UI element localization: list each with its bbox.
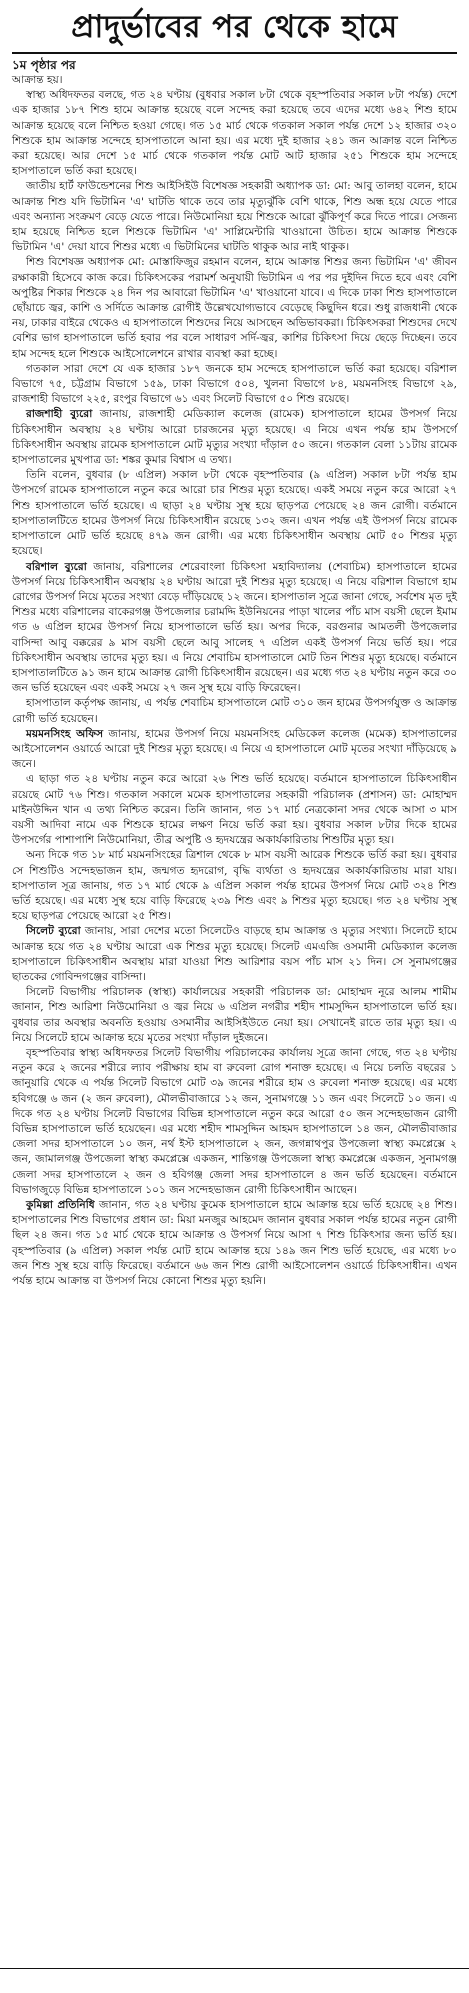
article-paragraph-rajshahi: রাজশাহী ব্যুরো জানায়, রাজশাহী মেডিক্যাল কলেজ (রামেক) হাসপাতালে হামের উপসর্গ নিয়ে চিকিৎসাধীন অবস্থায় ২৪ ঘণ্টায় আরো চারজনের মৃত্যু হয়েছে। এ নিয়ে এখন পর্যন্ত হাম উপসর্গে চিকিৎসাধীন অবস্থায় রামেক হাসপাতালে মোট মৃত্যুর সংখ্যা দাঁড়াল ৫০ জনে। গতকাল বেলা ১১টায় রামেক হাসপাতালের মুখপাত্র ডা: শঙ্কর কুমার বিশ্বাস এ তথ্য। [12,408,457,467]
article-paragraph-sylhet: সিলেট ব্যুরো জানায়, সারা দেশের মতো সিলেটেও বাড়ছে হাম আক্রান্ত ও মৃত্যুর সংখ্যা। সিলেটে হামে আক্রান্ত হয়ে গত ২৪ ঘণ্টায় আরো এক শিশুর মৃত্যু হয়েছে। সিলেট এমএজি ওসমানী মেডিক্যাল কলেজ হাসপাতালে চিকিৎসাধীন অবস্থায় মারা যাওয়া শিশু আরিশার বয়স পাঁচ মাস ২১ দিন। সে সুনামগঞ্জের ছাতকের গোবিন্দগঞ্জের বাসিন্দা। [12,925,457,983]
article-paragraph: গতকাল সারা দেশে যে এক হাজার ১৮৭ জনকে হাম সন্দেহে হাসপাতালে ভর্তি করা হয়েছে। বরিশাল বিভাগে ৭৫, চট্টগ্রাম বিভাগে ১৫৯, ঢাকা বিভাগে ৫০৪, খুলনা বিভাগে ৮৪, ময়মনসিংহ বিভাগে ২৯, রাজশাহী বিভাগে ২২৫, রংপুর বিভাগে ৬১ এবং সিলেট বিভাগে ৫০ শিশু রয়েছে। [12,362,457,406]
article-paragraph: হাসপাতাল কর্তৃপক্ষ জানায়, এ পর্যন্ত শেবাচিম হাসপাতালে মোট ৩১০ জন হামের উপসর্গযুক্ত ও আক্রান্ত রোগী ভর্তি হয়েছেন। [12,697,457,725]
headline-divider [12,52,457,54]
article-paragraph-cumilla: কুমিল্লা প্রতিনিধি জানান, গত ২৪ ঘণ্টায় কুমেক হাসপাতালে হামে আক্রান্ত হয়ে ভর্তি হয়েছে ২৪ শিশু। হাসপাতালের শিশু বিভাগের প্রধান ডা: মিয়া মনজুর আহমেদ জানান বুধবার সকাল পর্যন্ত হামের নতুন রোগী ছিল ২৪ জন। গত ১৫ মার্চ থেকে হামে আক্রান্ত ও উপসর্গ নিয়ে আসা ৭ শিশু চিকিৎসার জন্য ভর্তি হয়। বৃহস্পতিবার (৯ এপ্রিল) সকাল পর্যন্ত মোট হামে আক্রান্ত হয়ে ১৪৯ জন শিশু ভর্তি হয়েছে, এর মধ্যে ৮০ জন শিশু সুস্থ হয়ে বাড়ি ফিরেছে। বর্তমানে ৬৬ জন শিশু রোগী আইসোলেশন ওয়ার্ডে চিকিৎসাধীন। এখন পর্যন্ত হামে আক্রান্ত বা উপসর্গ নিয়ে কোনো শিশুর মৃত্যু হয়নি। [12,1199,457,1288]
article-paragraph: আক্রান্ত হয়। [12,74,63,86]
page-headline: প্রাদুর্ভাবের পর থেকে হামে [71,9,398,45]
article-paragraph: তিনি বলেন, বুধবার (৮ এপ্রিল) সকাল ৮টা থেকে বৃহস্পতিবার (৯ এপ্রিল) সকাল ৮টা পর্যন্ত হাম উপসর্গে রামেক হাসপাতালে নতুন করে আরো চার শিশুর মৃত্যু হয়েছে। একই সময়ে নতুন করে আরো ২৭ শিশু হাসপাতালে ভর্তি হয়েছে। এ ছাড়া ২৪ ঘণ্টায় সুস্থ হয়ে ছাড়পত্র পেয়েছে ২৪ জন রোগী। বর্তমানে হাসপাতালটিতে হামের উপসর্গ নিয়ে চিকিৎসাধীন রয়েছে ১৩২ জন। এখন পর্যন্ত এই উপসর্গ নিয়ে রামেক হাসপাতালে মোট ভর্তি হয়েছে ৪৭৯ জন রোগী। এর মধ্যে চিকিৎসাধীন অবস্থায় মোট ৫০ শিশুর মৃত্যু হয়েছে। [12,469,457,558]
bureau-label: কুমিল্লা প্রতিনিধি [26,1199,95,1212]
article-body [12,73,457,1289]
article-paragraph: এ ছাড়া গত ২৪ ঘণ্টায় নতুন করে আরো ২৬ শিশু ভর্তি হয়েছে। বর্তমানে হাসপাতালে চিকিৎসাধীন রয়েছে মোট ৭৬ শিশু। গতকাল সকালে মমেক হাসপাতালের সহকারী পরিচালক (প্রশাসন) ডা: মোহাম্মদ মাইনউদ্দিন খান এ তথ্য নিশ্চিত করেন। তিনি জানান, গত ১৭ মার্চ নেত্রকোনা সদর থেকে আসা ৩ মাস বয়সী আদিবা নামে এক শিশুকে হামের লক্ষণ নিয়ে ভর্তি করা হয়। বুধবার সকাল ৮টার দিকে হামের উপসর্গের পাশাপাশি নিউমোনিয়া, তীব্র অপুষ্টি ও হৃদযন্ত্রের অকার্যকারিতায় শিশুটির মৃত্যু হয়। [12,773,457,847]
article-paragraph: বৃহস্পতিবার স্বাস্থ্য অধিদফতর সিলেট বিভাগীয় পরিচালকের কার্যালয় সূত্রে জানা গেছে, গত ২৪ ঘণ্টায় নতুন করে ২ জনের শরীরে ল্যাব পরীক্ষায় হাম বা রুবেলা রোগ শনাক্ত হয়েছে। এ নিয়ে চলতি বছরের ১ জানুয়ারি থেকে এ পর্যন্ত সিলেট বিভাগে মোট ৩৯ জনের শরীরে হাম ও রুবেলা শনাক্ত হয়েছে। এর মধ্যে হবিগঞ্জে ৬ জন (২ জন রুবেলা), মৌলভীবাজারে ১২ জন, সুনামগঞ্জে ১১ জন এবং সিলেটে ১০ জন। এ দিকে গত ২৪ ঘণ্টায় সিলেট বিভাগের বিভিন্ন হাসপাতালে নতুন করে আরো ৫০ জন সন্দেহভাজন রোগী বিভিন্ন হাসপাতালে ভর্তি হয়েছেন। এর মধ্যে শহীদ শামসুদ্দিন আহমদ হাসপাতালে ১৪ জন, মৌলভীবাজার জেলা সদর হাসপাতালে ১০ জন, নর্থ ইস্ট হাসপাতালে ২ জন, জগন্নাথপুর উপজেলা স্বাস্থ্য কমপ্লেক্সে ২ জন, জামালগঞ্জ উপজেলা স্বাস্থ্য কমপ্লেক্সে একজন, শান্তিগঞ্জ উপজেলা স্বাস্থ্য কমপ্লেক্সে একজন, সুনামগঞ্জ জেলা সদর হাসপাতালে ২ জন ও হবিগঞ্জ জেলা সদর হাসপাতালে ৪ জন ভর্তি হয়েছেন। বর্তমানে বিভাগজুড়ে বিভিন্ন হাসপাতালে ১০১ জন সন্দেহভাজন রোগী চিকিৎসাধীন আছেন। [12,1047,457,1196]
continued-from-label: ১ম পৃষ্ঠার পর [12,58,76,72]
article-paragraph: শিশু বিশেষজ্ঞ অধ্যাপক মো: মোস্তাফিজুর রহমান বলেন, হামে আক্রান্ত শিশুর জন্য ভিটামিন 'এ' জীবন রক্ষাকারী হিসেবে কাজ করে। চিকিৎসকের পরামর্শ অনুযায়ী ভিটামিন এ পর পর দুইদিন দিতে হবে এবং বেশি অপুষ্টির শিকার শিশুকে ২৪ দিন পর আবারো ভিটামিন 'এ' খাওয়ানো যাবে। এ দিকে ঢাকা শিশু হাসপাতালে ছোঁয়াচে জ্বর, কাশি ও সর্দিতে আক্রান্ত রোগীই উল্লেখযোগ্যভাবে বেড়েছে কিছুদিন ধরে। শুধু রাজধানী থেকে নয়, ঢাকার বাইরে থেকেও এ হাসপাতালে শিশুদের নিয়ে আসছেন অভিভাবকরা। চিকিৎসকরা শিশুদের দেখে বেশির ভাগ হাসপাতালে ভর্তি হবার পর বলে সাধারণ সর্দি-জ্বর, কাশির চিকিৎসা দিয়ে ছেড়ে দিচ্ছেন। তবে হাম সন্দেহ হলে শিশুকে আইসোলেশনে রাখার ব্যবস্থা করা হচ্ছে। [12,256,457,360]
article-paragraph: সিলেট বিভাগীয় পরিচালক (স্বাস্থ্য) কার্যালয়ের সহকারী পরিচালক ডা: মোহাম্মদ নূরে আলম শামীম জানান, শিশু আরিশা নিউমোনিয়া ও জ্বর নিয়ে ৬ এপ্রিল নগরীর শহীদ শামসুদ্দিন হাসপাতালে ভর্তি হয়। বুধবার তার অবস্থার অবনতি হওয়ায় ওসমানীর আইসিইউতে নেয়া হয়। সেখানেই রাতে তার মৃত্যু হয়। এ নিয়ে সিলেটে হামে আক্রান্ত হয়ে মৃতের সংখ্যা দাঁড়াল দুইজনে। [12,986,457,1044]
next-headline-cutoff [0,1968,469,1993]
bureau-label: রাজশাহী ব্যুরো [26,408,93,421]
article-paragraph-mymensingh: ময়মনসিংহ অফিস জানায়, হামের উপসর্গ নিয়ে ময়মনসিংহ মেডিকেল কলেজ (মমেক) হাসপাতালের আইসোলেশন ওয়ার্ডে আরো দুই শিশুর মৃত্যু হয়েছে। এ নিয়ে এ হাসপাতালে মোট মৃতের সংখ্যা দাঁড়িয়েছে ৯ জনে। [12,727,458,771]
article-paragraph: স্বাস্থ্য অধিদফতর বলছে, গত ২৪ ঘণ্টায় (বুধবার সকাল ৮টা থেকে বৃহস্পতিবার সকাল ৮টা পর্যন্ত) দেশে এক হাজার ১৮৭ শিশু হামে আক্রান্ত হয়েছে বলে সন্দেহ করা হয়েছে তবে এদের মধ্যে ৬৪২ শিশু হামে আক্রান্ত হয়েছে বলে নিশ্চিত হওয়া গেছে। গত ১৫ মার্চ থেকে গতকাল সকাল পর্যন্ত দেশে ১২ হাজার ৩২০ শিশুকে হাম আক্রান্ত সন্দেহে হাসপাতালে আনা হয়। এর মধ্যে দুই হাজার ২৪১ জন আক্রান্ত বলে নিশ্চিত করা হয়েছে। আর দেশে ১৫ মার্চ থেকে গতকাল পর্যন্ত মোট আট হাজার ২৫১ শিশুকে হাম সন্দেহে হাসপাতালে ভর্তি করা হয়েছে। [12,89,457,178]
article-paragraph: অন্য দিকে গত ১৮ মার্চ ময়মনসিংহের ত্রিশাল থেকে ৮ মাস বয়সী আরেক শিশুকে ভর্তি করা হয়। বুধবার সে শিশুটিও সন্দেহভাজন হাম, জন্মগত হৃদরোগ, বৃদ্ধি ব্যর্থতা ও হৃদযন্ত্রের অকার্যকারিতায় মারা যায়। হাসপাতাল সূত্র জানায়, গত ১৭ মার্চ থেকে ৯ এপ্রিল সকাল পর্যন্ত হামের উপসর্গ নিয়ে মোট ৩২৪ শিশু ভর্তি হয়েছে। এর মধ্যে সুস্থ হয়ে বাড়ি ফিরেছে ২৩৯ শিশু এবং ৯ শিশুর মৃত্যু হয়েছে। গত ২৪ ঘণ্টায় সুস্থ হয়ে ছাড়পত্র পেয়েছে আরো ২৫ শিশু। [12,849,457,923]
bureau-label: ময়মনসিংহ অফিস [26,727,104,740]
bureau-label: সিলেট ব্যুরো [26,925,81,938]
article-paragraph: জাতীয় হার্ট ফাউন্ডেশনের শিশু আইসিইউ বিশেষজ্ঞ সহকারী অধ্যাপক ডা: মো: আবু তালহা বলেন, হামে আক্রান্ত শিশু যদি ভিটামিন 'এ' ঘাটতি থাকে তবে তার মৃত্যুঝুঁকি বেশি থাকে, শিশু অন্ধ হয়ে যেতে পারে এবং অন্যান্য সংক্রমণ বেড়ে যেতে পারে। নিউমোনিয়া হয়ে শিশুকে আরো ঝুঁকিপূর্ণ করে দিতে পারে। সেজন্য হাম হয়েছে নিশ্চিত হলে শিশুকে ভিটামিন 'এ' সাপ্লিমেন্টারি খাওয়ানো উচিত। হামে আক্রান্ত শিশুকে ভিটামিন 'এ' দেয়া যাবে শিশুর মধ্যে এ ভিটামিনের ঘাটতি থাকুক আর নাই থাকুক। [12,180,457,254]
bureau-label: বরিশাল ব্যুরো [26,560,87,573]
article-paragraph-barishal: বরিশাল ব্যুরো জানায়, বরিশালের শেরেবাংলা চিকিৎসা মহাবিদ্যালয় (শেবাচিম) হাসপাতালে হামের উপসর্গ নিয়ে চিকিৎসাধীন অবস্থায় ২৪ ঘণ্টায় আরো দুই শিশুর মৃত্যু হয়েছে। এ নিয়ে বরিশাল বিভাগে হাম রোগের উপসর্গ নিয়ে মৃতের সংখ্যা বেড়ে দাঁড়িয়েছে ১২ জনে। হাসপাতাল সূত্রে জানা গেছে, সর্বশেষ মৃত দুই শিশুর মধ্যে বরিশালের বাকেরগঞ্জ উপজেলার চরামদ্দি ইউনিয়নের পাড়া খালের পাঁচ মাস বয়সী ছেলে ইমাম গত ৬ এপ্রিল হামের উপসর্গ নিয়ে হাসপাতালে ভর্তি হয়। অপর দিকে, বরগুনার আমতলী উপজেলার বাসিন্দা আবু বক্করের ৯ মাস বয়সী ছেলে আবু সালেহ ৭ এপ্রিল একই উপসর্গ নিয়ে ভর্তি হয়। পরে চিকিৎসাধীন অবস্থায় তাদের মৃত্যু হয়। এ নিয়ে শেবাচিম হাসপাতালে মোট তিন শিশুর মৃত্যু হয়েছে। বর্তমানে হাসপাতালটিতে ৯১ জন হামে আক্রান্ত রোগী চিকিৎসাধীন রয়েছেন। এর মধ্যে গত ২৪ ঘণ্টায় নতুন করে ৩০ জন ভর্তি হয়েছেন এবং একই সময়ে ২৭ জন সুস্থ হয়ে বাড়ি ফিরেছেন। [12,560,457,695]
